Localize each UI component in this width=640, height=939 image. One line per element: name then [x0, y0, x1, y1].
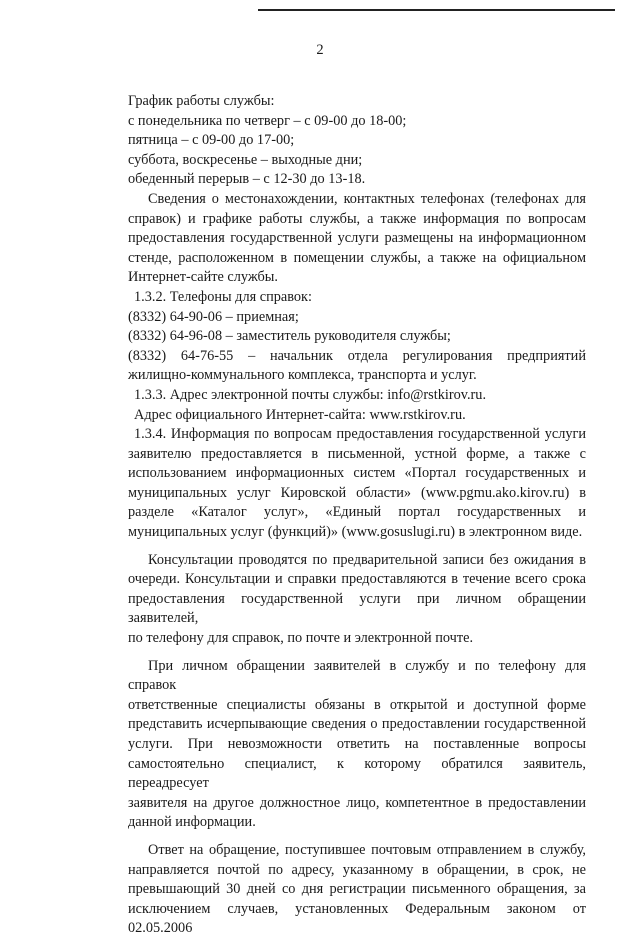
mail-reply-line: исключением случаев, установленных Федеральным законом от 02.05.2006	[128, 900, 586, 937]
info-paragraph-line: Интернет-сайте службы.	[128, 269, 278, 286]
document-body	[128, 92, 586, 939]
schedule-title: График работы службы:	[128, 93, 275, 109]
schedule-line: пятница – с 09-00 до 17-00;	[128, 132, 295, 149]
info-paragraph-line: стенде, расположенном в помещении службы, а также на официальном	[128, 249, 586, 266]
header-rule	[258, 9, 615, 11]
phones-heading: 1.3.2. Телефоны для справок:	[134, 288, 312, 305]
phone-line: жилищно-коммунального комплекса, транспорта и услуг.	[128, 367, 477, 384]
mail-reply-line: превышающий 30 дней со дня регистрации письменного обращения, за	[128, 881, 586, 898]
mail-reply-line: направляется почтой по адресу, указанному в обращении, в срок, не	[128, 861, 586, 878]
schedule-line: с понедельника по четверг – с 09-00 до 18-00;	[128, 112, 407, 129]
phone-line: (8332) 64-96-08 – заместитель руководителя службы;	[128, 328, 451, 345]
phone-line: (8332) 64-90-06 – приемная;	[128, 308, 299, 325]
section-134-line: 1.3.4. Информация по вопросам предоставления государственной услуги	[134, 426, 586, 443]
website-line: Адрес официального Интернет-сайта: www.rstkirov.ru.	[134, 406, 466, 423]
personal-appeal-line: заявителя на другое должностное лицо, компетентное в предоставлении	[128, 794, 586, 811]
mail-reply-line: Ответ на обращение, поступившее почтовым отправлением в службу,	[148, 841, 586, 858]
email-line: 1.3.3. Адрес электронной почты службы: info@rstkirov.ru.	[134, 386, 487, 403]
info-paragraph-line: Сведения о местонахождении, контактных телефонах (телефонах для	[148, 190, 586, 207]
info-paragraph-line: предоставления государственной услуги размещены на информационном	[128, 230, 586, 247]
section-134-line: разделе «Каталог услуг», «Единый портал государственных и	[128, 504, 586, 521]
consultations-line: Консультации проводятся по предварительной записи без ожидания в	[148, 551, 586, 568]
schedule-line: суббота, воскресенье – выходные дни;	[128, 151, 363, 168]
schedule-line: обеденный перерыв – с 12-30 до 13-18.	[128, 171, 366, 188]
page-number: 2	[316, 42, 324, 58]
section-134-line: муниципальных услуг Кировской области» (www.pgmu.ako.kirov.ru) в	[128, 484, 586, 501]
section-134-line: использованием информационных систем «Портал государственных и	[128, 465, 586, 482]
personal-appeal-line: представить исчерпывающие сведения о предоставлении государственной	[128, 716, 586, 733]
section-134-line: муниципальных услуг (функций)» (www.gosuslugi.ru) в электронном виде.	[128, 524, 583, 541]
personal-appeal-line: данной информации.	[128, 814, 256, 831]
consultations-line: предоставления государственной услуги при личном обращении заявителей,	[128, 590, 586, 627]
consultations-line: очереди. Консультации и справки предоставляются в течение всего срока	[128, 571, 586, 588]
info-paragraph-line: справок) и графике работы службы, а также информация по вопросам	[128, 210, 586, 227]
personal-appeal-line: самостоятельно специалист, к которому обратился заявитель, переадресует	[128, 755, 586, 792]
phone-line: (8332) 64-76-55 – начальник отдела регулирования предприятий	[128, 347, 586, 364]
consultations-line: по телефону для справок, по почте и электронной почте.	[128, 630, 474, 647]
personal-appeal-line: услуги. При невозможности ответить на поставленные вопросы	[128, 736, 586, 752]
section-134-line: заявителю предоставляется в письменной, устной форме, а также с	[128, 445, 586, 462]
personal-appeal-line: ответственные специалисты обязаны в открытой и доступной форме	[128, 696, 586, 713]
personal-appeal-line: При личном обращении заявителей в службу и по телефону для справок	[128, 657, 586, 694]
